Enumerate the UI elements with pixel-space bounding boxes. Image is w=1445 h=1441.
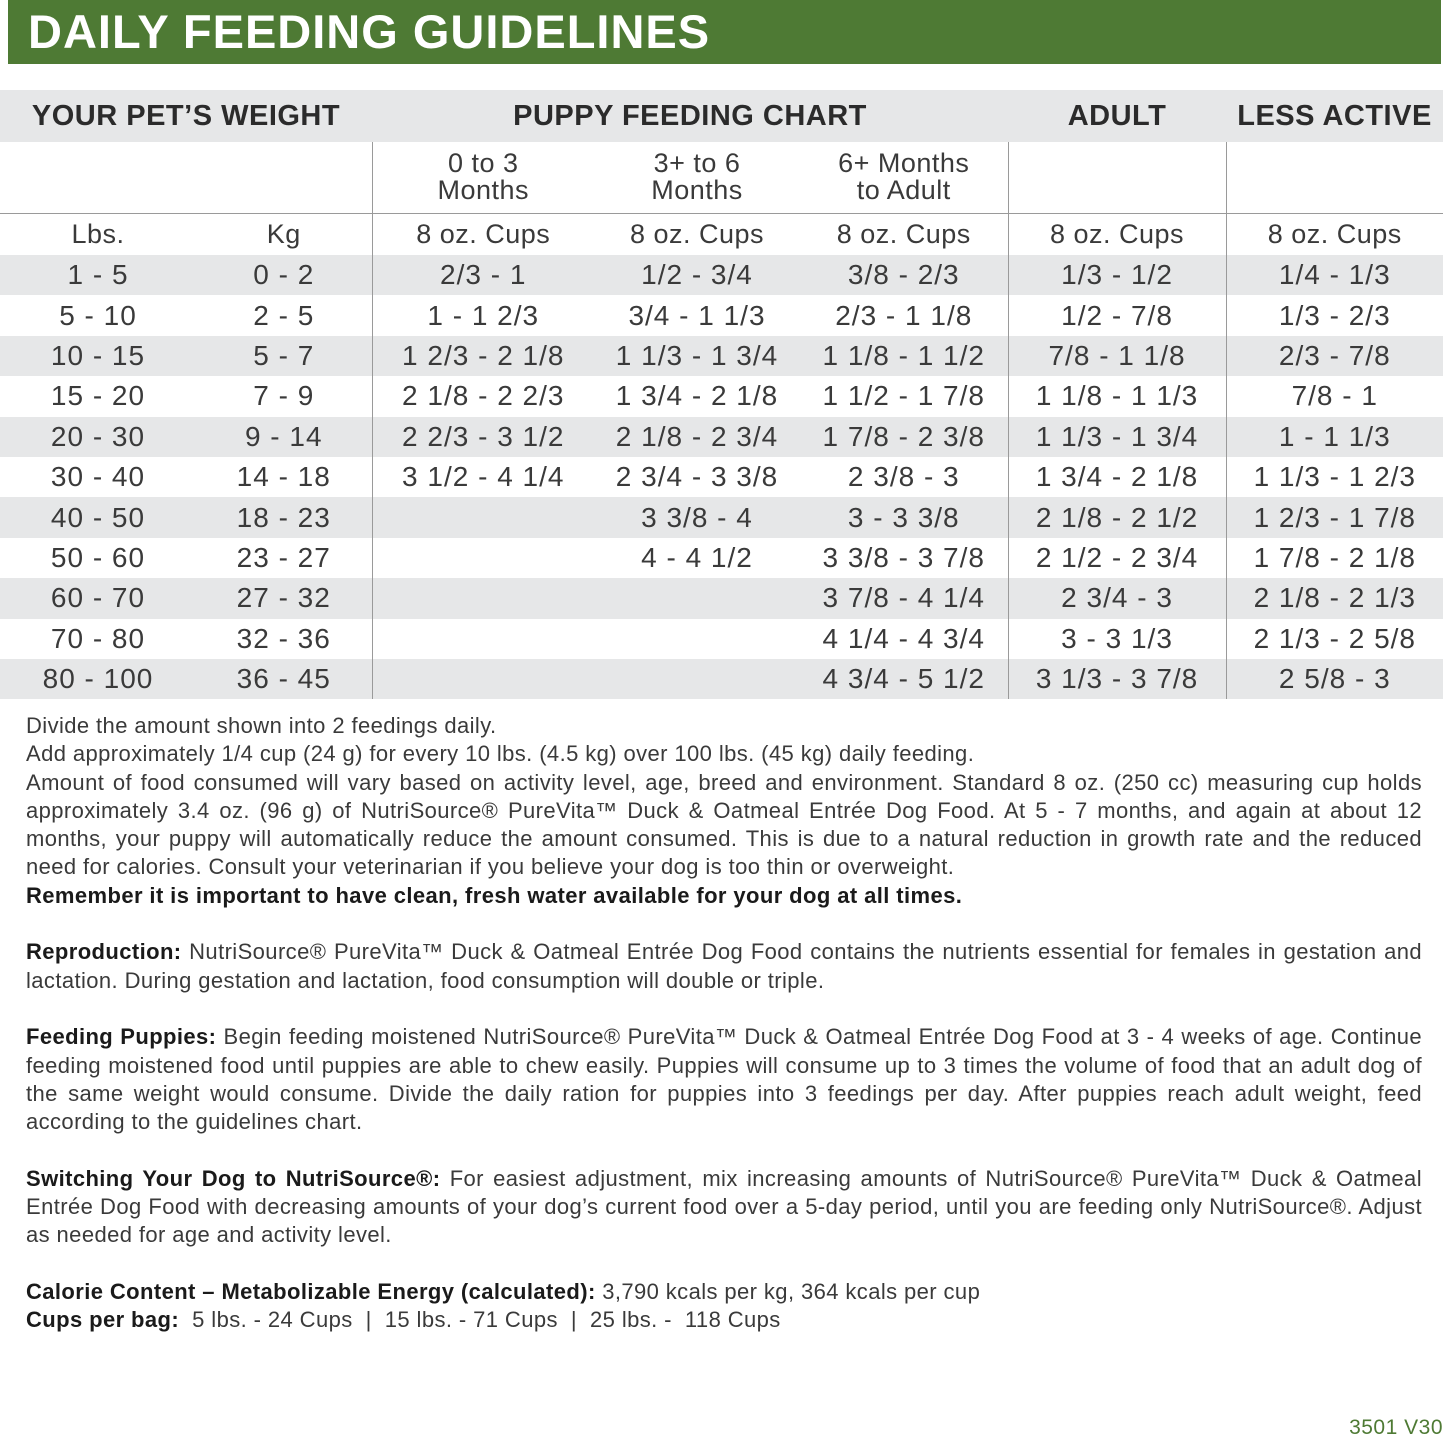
table-cell: 2 5/8 - 3 [1226,659,1443,699]
table-row [0,336,1443,376]
table-cell: 3 1/3 - 3 7/8 [1008,659,1226,699]
table-cell [372,538,594,578]
unit-cell: 8 oz. Cups [800,213,1008,255]
table-row [0,538,1443,578]
note-switching: Switching Your Dog to NutriSource®: For easiest adjustment, mix increasing amounts of NutriSource® PureVita™ Duck & Oatmeal Entrée Dog Food with decreasing amounts of your dog’s current food over a 5-day period, until you are feeding only NutriSource®. Adjust as needed for age and activity level. [26,1165,1422,1248]
table-cell: 1 2/3 - 1 7/8 [1226,497,1443,537]
table-cell: 1 1/8 - 1 1/3 [1008,376,1226,416]
table-cell: 2/3 - 1 [372,255,594,295]
table-cell: 5 - 10 [59,299,137,331]
table-cell: 1 3/4 - 2 1/8 [1008,457,1226,497]
table-cell: 2 1/8 - 2 1/3 [1226,578,1443,618]
table-cell: 1/2 - 3/4 [594,255,800,295]
table-cell [372,619,594,659]
note-amount: Amount of food consumed will vary based on activity level, age, breed and environment. Standard 8 oz. (250 cc) measuring cup holds approximately 3.4 oz. (96 g) of NutriSource® PureVita™ Duck & Oatmeal Entrée Dog Food. At 5 - 7 months, and again at about 12 months, your puppy will automatically reduce the amount consumed. This is due to a natural reduction in growth rate and the reduced need for calories. Consult your veterinarian if you believe your dog is too thin or overweight. [26,769,1422,880]
table-cell: 23 - 27 [236,541,331,573]
table-cell: 27 - 32 [196,578,372,618]
table-cell [594,578,800,618]
table-cell: 3/8 - 2/3 [800,255,1008,295]
table-cell: 1 1/3 - 1 3/4 [594,336,800,376]
table-cell: 20 - 30 [0,417,196,457]
table-cell: 3/4 - 1 1/3 [628,299,766,331]
units-row [0,213,1443,255]
table-cell: 15 - 20 [50,380,146,412]
note-puppies: Feeding Puppies: Begin feeding moistened NutriSource® PureVita™ Duck & Oatmeal Entrée Dog Food at 3 - 4 weeks of age. Continue feeding moistened food until puppies are able to chew easily. Puppies will consume up to 3 times the volume of food that an adult dog of the same weight would consume. Divide the daily ration for puppies into 3 feedings per day. After puppies reach adult weight, feed according to the guidelines chart. [26,1024,1422,1135]
table-cell: 2 1/8 - 2 2/3 [372,376,594,416]
table-cell: 2 - 5 [253,299,315,331]
table-row [0,659,1443,699]
page-title: DAILY FEEDING GUIDELINES [8,0,1441,64]
table-cell: 4 3/4 - 5 1/2 [800,659,1008,699]
table-cell: 3 1/2 - 4 1/4 [372,457,594,497]
table-cell: 1 7/8 - 2 3/8 [800,417,1008,457]
table-cell: 1/2 - 7/8 [1008,295,1226,335]
table-cell: 2/3 - 1 1/8 [835,299,973,331]
unit-cell: 8 oz. Cups [1008,213,1226,255]
header-puppy: PUPPY FEEDING CHART [372,90,1008,142]
table-cell: 50 - 60 [50,541,146,573]
unit-cell: 8 oz. Cups [594,213,800,255]
header-less-active: LESS ACTIVE [1226,90,1443,142]
table-cell [372,578,594,618]
table-cell: 40 - 50 [0,497,196,537]
table-cell: 1 1/3 - 1 3/4 [1008,417,1226,457]
table-cell: 0 - 2 [196,255,372,295]
table-cell: 1 1/8 - 1 1/2 [800,336,1008,376]
table-cell: 2 1/2 - 2 3/4 [1008,538,1226,578]
table-cell: 2 2/3 - 3 1/2 [372,417,594,457]
table-cell: 2 3/8 - 3 [847,461,960,493]
table-cell: 3 - 3 3/8 [800,497,1008,537]
table-cell: 7/8 - 1 [1226,376,1443,416]
table-cell: 30 - 40 [50,461,146,493]
table-cell: 70 - 80 [50,622,146,654]
note-feedings: Divide the amount shown into 2 feedings daily. [26,713,497,738]
table-cell: 80 - 100 [0,659,196,699]
table-cell: 1 1/2 - 1 7/8 [822,380,985,412]
table-cell: 7/8 - 1 1/8 [1008,336,1226,376]
table-row [0,255,1443,295]
table-cell: 2 1/3 - 2 5/8 [1226,619,1443,659]
table-cell: 32 - 36 [236,622,331,654]
unit-cell: 8 oz. Cups [1226,213,1443,255]
table-cell: 9 - 14 [196,417,372,457]
note-cups: Cups per bag: 5 lbs. - 24 Cups | 15 lbs. - 71 Cups | 25 lbs. - 118 Cups [26,1307,781,1333]
table-row [0,295,1443,335]
age-range-6-adult: 6+ Months to Adult [838,148,970,206]
notes-section [26,712,1422,1335]
table-cell: 1 - 5 [0,255,196,295]
table-cell: 1/3 - 1/2 [1008,255,1226,295]
product-code: 3501 V30 [1349,1416,1443,1439]
table-cell: 2 3/4 - 3 3/8 [615,461,779,493]
table-header-row [0,90,1443,142]
table-cell: 3 - 3 1/3 [1008,619,1226,659]
table-cell: 3 3/8 - 3 7/8 [822,541,985,573]
feeding-table [0,90,1445,699]
table-cell [372,659,594,699]
header-weight: YOUR PET’S WEIGHT [0,90,372,142]
table-cell [594,619,800,659]
age-range-0-3: 0 to 3 Months [372,142,594,213]
table-cell: 36 - 45 [196,659,372,699]
table-cell: 4 - 4 1/2 [641,541,753,573]
table-row [0,619,1443,659]
table-cell: 1 2/3 - 2 1/8 [372,336,594,376]
header-adult: ADULT [1008,90,1226,142]
table-cell: 7 - 9 [253,380,315,412]
table-cell: 4 1/4 - 4 3/4 [822,622,985,654]
table-row [0,417,1443,457]
note-water: Remember it is important to have clean, fresh water available for your dog at all times. [26,882,963,908]
table-cell: 1 3/4 - 2 1/8 [615,380,779,412]
table-cell: 5 - 7 [196,336,372,376]
table-row [0,497,1443,537]
table-cell: 1 - 1 2/3 [372,295,594,335]
table-cell: 2 3/4 - 3 [1008,578,1226,618]
table-cell: 1 1/3 - 1 2/3 [1226,457,1443,497]
unit-cell: Lbs. [0,213,196,255]
age-range-3-6: 3+ to 6 Months [651,148,743,206]
table-row [0,578,1443,618]
table-cell: 1/4 - 1/3 [1226,255,1443,295]
table-cell: 2/3 - 7/8 [1226,336,1443,376]
table-row [0,457,1443,497]
note-extra: Add approximately 1/4 cup (24 g) for every 10 lbs. (4.5 kg) over 100 lbs. (45 kg) daily feeding. [26,741,975,767]
puppy-age-row [0,142,1443,213]
table-cell: 18 - 23 [196,497,372,537]
unit-cell: 8 oz. Cups [372,213,594,255]
table-cell: 2 1/8 - 2 1/2 [1008,497,1226,537]
unit-cell: Kg [196,213,372,255]
note-reproduction: Reproduction: NutriSource® PureVita™ Duck & Oatmeal Entrée Dog Food contains the nutrients essential for females in gestation and lactation. During gestation and lactation, food consumption will double or triple. [26,939,1422,993]
table-cell: 3 7/8 - 4 1/4 [800,578,1008,618]
table-cell [594,659,800,699]
table-cell: 1/3 - 2/3 [1226,295,1443,335]
table-cell: 2 1/8 - 2 3/4 [594,417,800,457]
note-calorie: Calorie Content – Metabolizable Energy (calculated): 3,790 kcals per kg, 364 kcals per cup [26,1278,981,1304]
table-cell: 1 - 1 1/3 [1226,417,1443,457]
table-cell: 14 - 18 [236,461,331,493]
table-cell: 1 7/8 - 2 1/8 [1226,538,1443,578]
table-cell [372,497,594,537]
table-cell: 10 - 15 [0,336,196,376]
table-row [0,376,1443,416]
table-cell: 60 - 70 [0,578,196,618]
table-cell: 3 3/8 - 4 [594,497,800,537]
